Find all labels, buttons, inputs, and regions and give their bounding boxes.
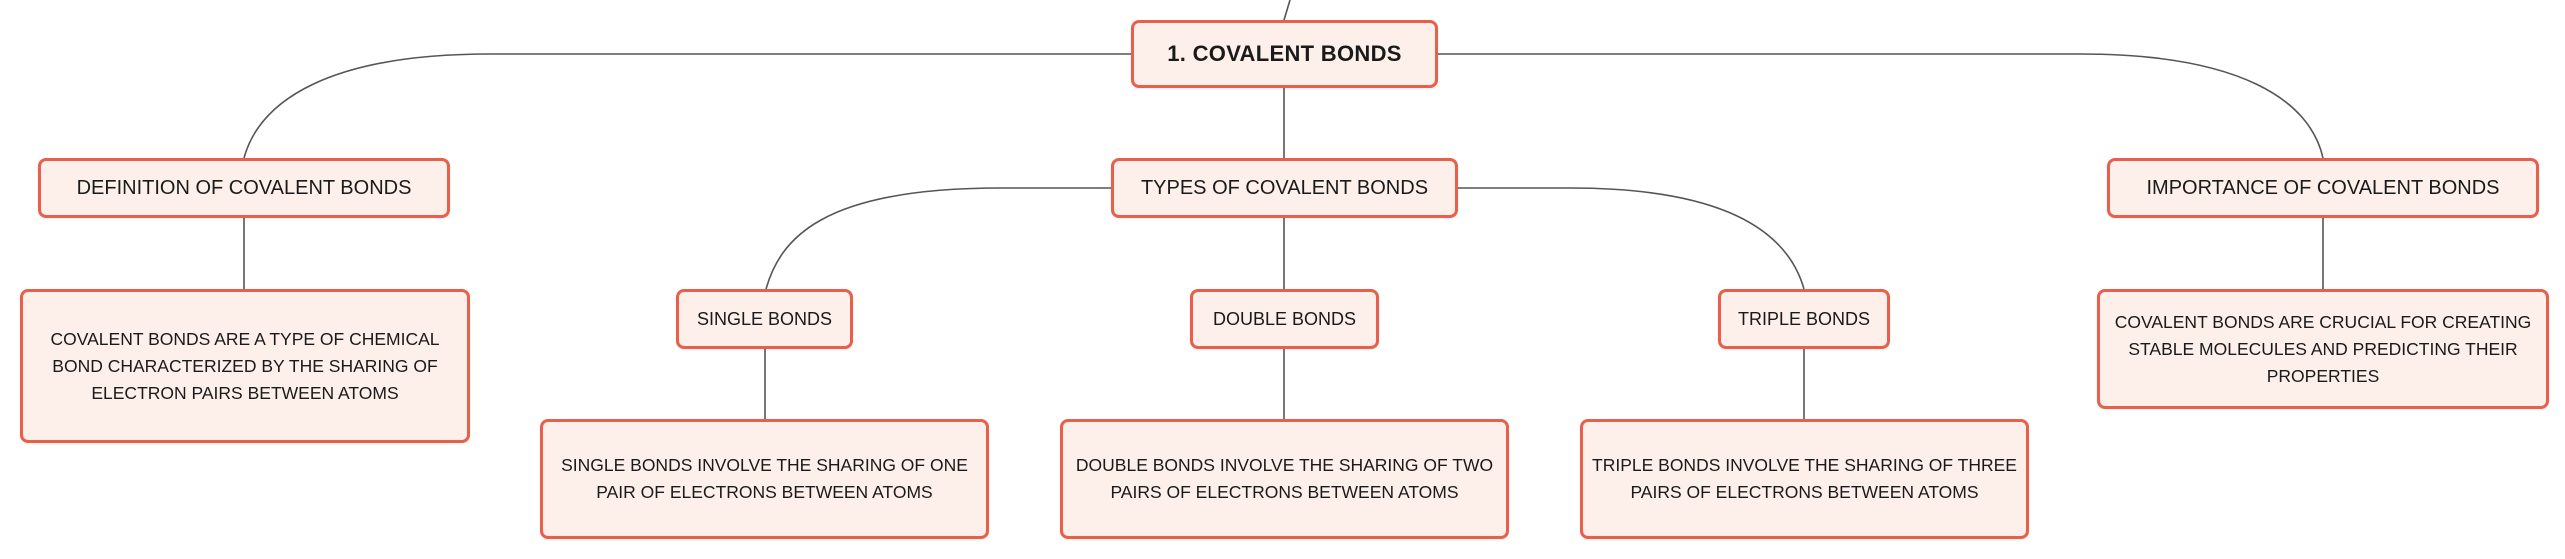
topic-types-label: TYPES OF COVALENT BONDS bbox=[1140, 176, 1429, 199]
topic-importance-label: IMPORTANCE OF COVALENT BONDS bbox=[2146, 176, 2500, 199]
subtopic-single-bonds-label: SINGLE BONDS bbox=[696, 308, 833, 329]
topic-definition-node[interactable] bbox=[38, 158, 450, 218]
double-bonds-detail-text: DOUBLE BONDS INVOLVE THE SHARING OF TWO PAIRS OF ELECTRONS BETWEEN ATOMS bbox=[1075, 455, 1494, 502]
root-topic-label: 1. COVALENT BONDS bbox=[1167, 41, 1402, 66]
subtopic-double-bonds-node[interactable] bbox=[1190, 289, 1379, 349]
connector-types-triple bbox=[1458, 188, 1804, 289]
definition-detail-node[interactable] bbox=[20, 289, 470, 443]
topic-types-node[interactable] bbox=[1111, 158, 1458, 218]
subtopic-triple-bonds-label: TRIPLE BONDS bbox=[1737, 308, 1871, 329]
single-bonds-detail-text: SINGLE BONDS INVOLVE THE SHARING OF ONE PAIR OF ELECTRONS BETWEEN ATOMS bbox=[561, 455, 968, 502]
triple-bonds-detail-node[interactable] bbox=[1580, 419, 2029, 539]
topic-importance-node[interactable] bbox=[2107, 158, 2539, 218]
connector-types-single bbox=[766, 188, 1111, 289]
double-bonds-detail-node[interactable] bbox=[1060, 419, 1509, 539]
topic-definition-label: DEFINITION OF COVALENT BONDS bbox=[76, 176, 412, 199]
definition-detail-text: COVALENT BONDS ARE A TYPE OF CHEMICAL BOND CHARACTERIZED BY THE SHARING OF ELECTRON PAIRS BETWEEN ATOMS bbox=[50, 328, 440, 403]
single-bonds-detail-node[interactable] bbox=[540, 419, 989, 539]
connector-root-importance bbox=[1438, 54, 2323, 158]
root-topic-node[interactable] bbox=[1131, 20, 1438, 88]
subtopic-double-bonds-label: DOUBLE BONDS bbox=[1212, 308, 1357, 329]
subtopic-triple-bonds-node[interactable] bbox=[1718, 289, 1890, 349]
subtopic-single-bonds-node[interactable] bbox=[676, 289, 853, 349]
importance-detail-text: COVALENT BONDS ARE CRUCIAL FOR CREATING STABLE MOLECULES AND PREDICTING THEIR PROPERTIES bbox=[2114, 311, 2532, 386]
importance-detail-node[interactable] bbox=[2097, 289, 2549, 409]
triple-bonds-detail-text: TRIPLE BONDS INVOLVE THE SHARING OF THREE PAIRS OF ELECTRONS BETWEEN ATOMS bbox=[1592, 455, 2017, 502]
connector-root-definition bbox=[244, 54, 1131, 158]
connector-root-parent bbox=[1284, 0, 1290, 20]
